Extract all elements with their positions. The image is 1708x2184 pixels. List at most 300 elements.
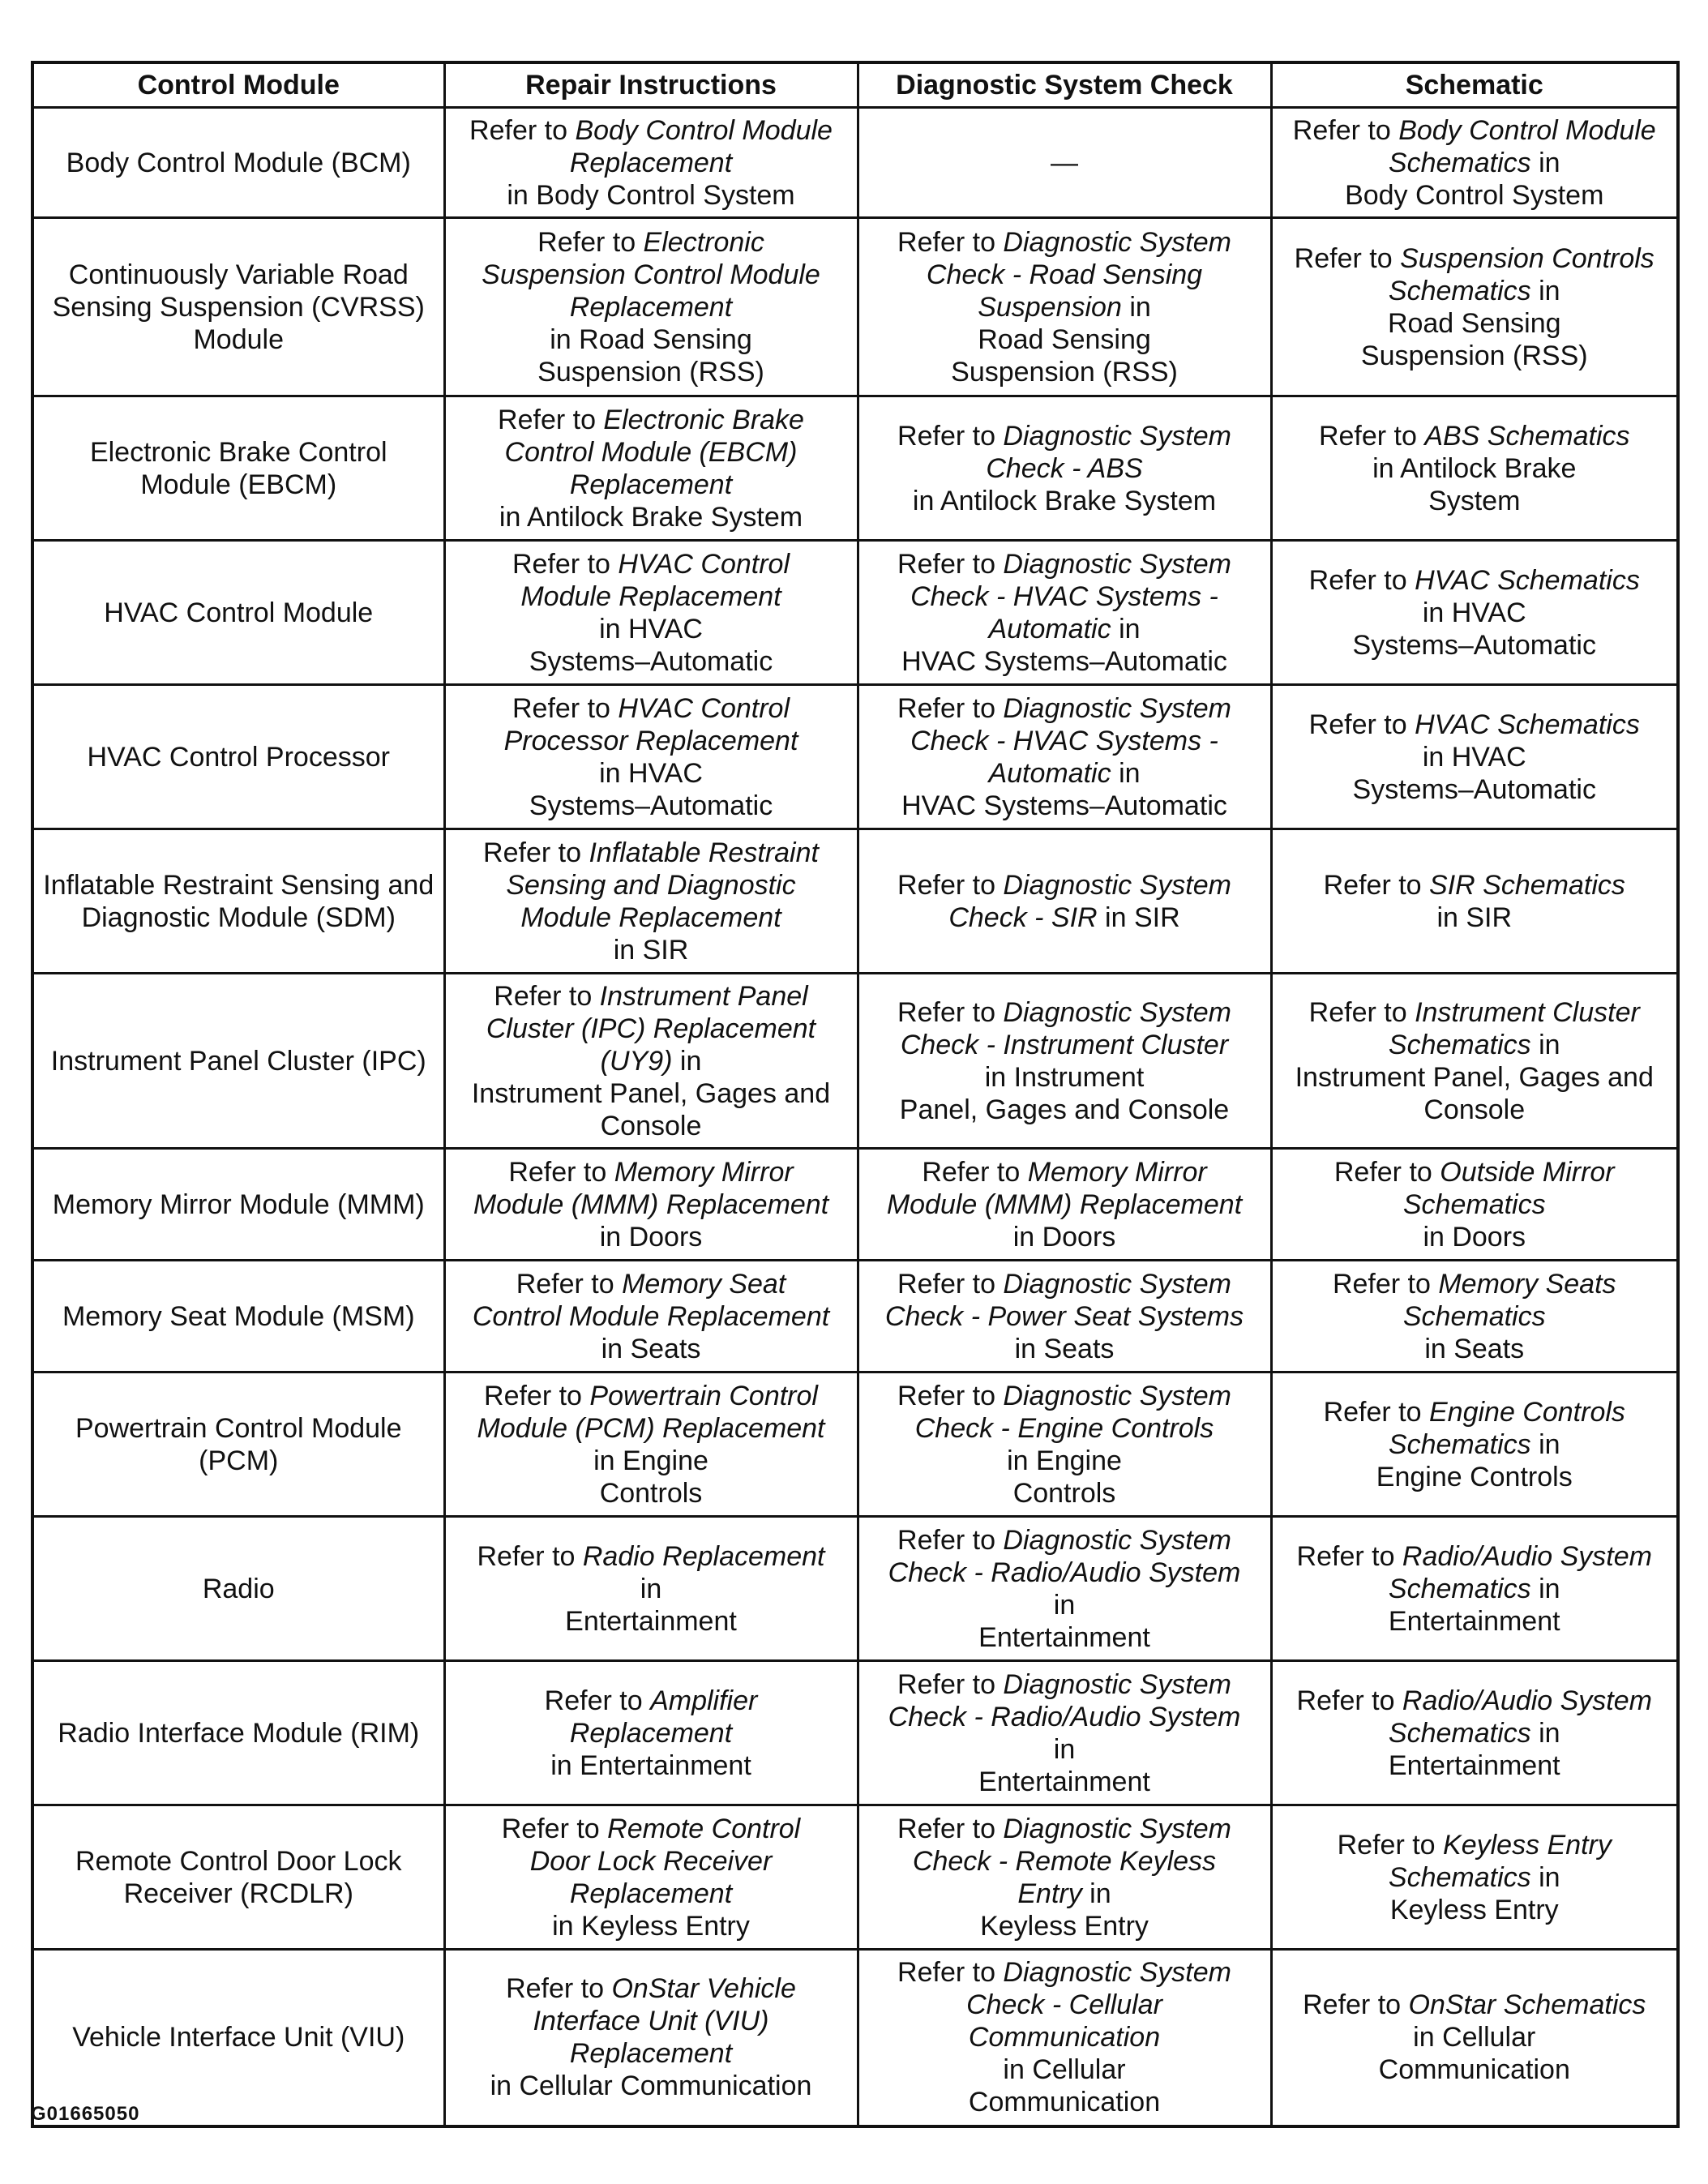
- cell-line: [454, 548, 849, 580]
- cell-line: [867, 1524, 1262, 1557]
- cell-repair: [444, 218, 858, 396]
- table-row: [32, 541, 1678, 685]
- cell-line: [454, 1685, 849, 1717]
- cell-line: [867, 1910, 1262, 1942]
- cell-line: [454, 147, 849, 179]
- cell-line: [867, 485, 1262, 517]
- table-row: [32, 1261, 1678, 1372]
- reference-title: Body Control Module: [1398, 114, 1656, 146]
- cell-text: Refer to: [1296, 1540, 1402, 1572]
- cell-line: [454, 725, 849, 757]
- cell-line: [1281, 1428, 1669, 1461]
- reference-title: Inflatable Restraint: [589, 837, 819, 868]
- cell-line: [1281, 1861, 1669, 1894]
- cell-line: [454, 1540, 849, 1573]
- cell-text: Refer to: [897, 996, 1004, 1028]
- reference-title: Replacement: [569, 291, 733, 323]
- cell-repair: [444, 108, 858, 218]
- cell-line: [867, 226, 1262, 259]
- cell-text: in Cellular Communication: [490, 2071, 812, 2102]
- cell-text: Refer to: [1318, 420, 1425, 452]
- cell-schematic: [1271, 1805, 1678, 1950]
- cell-line: [454, 980, 849, 1013]
- figure-id: G01665050: [31, 2103, 140, 2125]
- reference-title: Sensing and Diagnostic: [506, 869, 796, 901]
- reference-title: Check - Cellular: [966, 1989, 1162, 2021]
- cell-line: [1281, 901, 1669, 934]
- cell-repair: [444, 974, 858, 1149]
- cell-text: in Doors: [1423, 1221, 1526, 1253]
- cell-diagnostic: [858, 1805, 1271, 1950]
- cell-text: Refer to: [1323, 869, 1430, 901]
- cell-line: [1281, 869, 1669, 901]
- reference-title: Diagnostic System: [1003, 226, 1231, 258]
- cell-repair: [444, 1261, 858, 1372]
- cell-text: Systems–Automatic: [1352, 629, 1596, 661]
- reference-title: Control Module (EBCM): [504, 436, 798, 468]
- cell-line: [454, 1333, 849, 1365]
- cell-line: [1281, 307, 1669, 340]
- reference-title: Check - SIR: [948, 901, 1098, 933]
- cell-line: [1281, 1461, 1669, 1493]
- cell-line: [1281, 564, 1669, 597]
- cell-line: [454, 114, 849, 147]
- cell-line: [1281, 452, 1669, 485]
- cell-line: [1281, 2021, 1669, 2053]
- cell-line: [867, 996, 1262, 1029]
- cell-schematic: [1271, 1372, 1678, 1517]
- cell-control-module: Memory Seat Module (MSM): [32, 1261, 444, 1372]
- cell-text: in Antilock Brake System: [912, 485, 1217, 516]
- table-row: [32, 1805, 1678, 1950]
- table-header-row: [32, 62, 1678, 108]
- cell-control-module: Radio: [32, 1517, 444, 1661]
- table-row: [32, 218, 1678, 396]
- cell-text: in Antilock Brake System: [499, 501, 803, 533]
- cell-line: [867, 291, 1262, 323]
- cell-line: [454, 323, 849, 356]
- cell-text: Refer to: [516, 1268, 623, 1300]
- cell-repair: [444, 1950, 858, 2126]
- table-row: [32, 974, 1678, 1149]
- cell-line: [867, 1766, 1262, 1798]
- cell-text: Instrument Panel, Gages and: [1295, 1061, 1654, 1093]
- reference-title: Check - ABS: [986, 452, 1143, 484]
- reference-title: Door Lock Receiver: [529, 1845, 773, 1877]
- cell-schematic: [1271, 1261, 1678, 1372]
- cell-line: [454, 1845, 849, 1878]
- cell-line: [1281, 1749, 1669, 1782]
- cell-line: [867, 1477, 1262, 1510]
- cell-text: —: [1051, 147, 1078, 178]
- cell-line: [867, 1094, 1262, 1126]
- cell-diagnostic: [858, 1372, 1271, 1517]
- cell-line: [454, 613, 849, 645]
- cell-line: [1281, 2053, 1669, 2086]
- cell-line: [1281, 242, 1669, 275]
- cell-control-module: Vehicle Interface Unit (VIU): [32, 1950, 444, 2126]
- cell-line: [1281, 1061, 1669, 1094]
- cell-schematic: [1271, 829, 1678, 974]
- cell-line: [867, 356, 1262, 388]
- cell-text: Refer to: [897, 226, 1004, 258]
- cell-schematic: [1271, 218, 1678, 396]
- cell-text: Console: [600, 1110, 702, 1141]
- table-row: [32, 685, 1678, 829]
- cell-text: in: [1530, 147, 1560, 178]
- cell-text: Refer to: [1303, 1989, 1409, 2021]
- cell-text: in Instrument: [984, 1061, 1145, 1093]
- cell-text: Refer to: [897, 548, 1004, 580]
- cell-text: in SIR: [1097, 901, 1180, 933]
- reference-title: Diagnostic System: [1003, 1957, 1231, 1989]
- reference-title: Schematics: [1388, 147, 1531, 178]
- cell-line: [454, 1045, 849, 1077]
- cell-line: [867, 2086, 1262, 2118]
- cell-control-module: Powertrain Control Module (PCM): [32, 1372, 444, 1517]
- cell-line: [867, 1221, 1262, 1253]
- reference-title: Schematics: [1402, 1300, 1546, 1332]
- cell-diagnostic: [858, 108, 1271, 218]
- cell-text: in SIR: [613, 934, 689, 966]
- reference-title: Schematics: [1388, 1029, 1531, 1060]
- cell-diagnostic: [858, 685, 1271, 829]
- cell-text: Refer to: [1337, 1829, 1444, 1861]
- cell-line: [867, 790, 1262, 822]
- cell-line: [454, 1300, 849, 1333]
- reference-title: Diagnostic System: [1003, 1813, 1231, 1844]
- cell-line: [1281, 996, 1669, 1029]
- cell-text: in Engine: [1007, 1445, 1122, 1476]
- reference-title: Diagnostic System: [1003, 420, 1231, 452]
- reference-title: Electronic: [643, 226, 764, 258]
- cell-text: Refer to: [484, 1380, 590, 1411]
- cell-text: Refer to: [544, 1685, 651, 1716]
- cell-control-module: Memory Mirror Module (MMM): [32, 1149, 444, 1261]
- reference-title: Replacement: [569, 2038, 733, 2070]
- cell-line: [1281, 1989, 1669, 2021]
- cell-line: [867, 1813, 1262, 1845]
- reference-title: Suspension Controls: [1400, 242, 1654, 274]
- header-schematic: Schematic: [1271, 62, 1678, 108]
- cell-line: [454, 469, 849, 501]
- reference-title: Automatic: [988, 757, 1111, 789]
- cell-text: Keyless Entry: [1389, 1894, 1559, 1925]
- cell-repair: [444, 1517, 858, 1661]
- cell-line: [454, 291, 849, 323]
- reference-title: Suspension: [978, 291, 1122, 323]
- reference-title: Memory Mirror: [614, 1156, 794, 1188]
- cell-line: [454, 580, 849, 613]
- cell-text: in: [1530, 1717, 1560, 1749]
- cell-text: in: [1530, 1861, 1560, 1893]
- cell-control-module: Remote Control Door Lock Receiver (RCDLR): [32, 1805, 444, 1950]
- cell-line: [1281, 1396, 1669, 1428]
- reference-title: Radio/Audio System: [1402, 1540, 1652, 1572]
- reference-title: HVAC Control: [618, 548, 790, 580]
- cell-text: Refer to: [1333, 1156, 1440, 1188]
- cell-schematic: [1271, 1661, 1678, 1805]
- cell-text: HVAC Systems–Automatic: [901, 645, 1227, 677]
- reference-title: Control Module Replacement: [472, 1300, 830, 1332]
- reference-title: Check - Road Sensing: [926, 259, 1203, 290]
- cell-text: Refer to: [1323, 1396, 1429, 1428]
- cell-text: in HVAC: [599, 613, 703, 644]
- cell-line: [867, 1733, 1262, 1766]
- cell-text: Entertainment: [978, 1621, 1150, 1653]
- reference-title: Diagnostic System: [1003, 996, 1231, 1028]
- cell-text: Systems–Automatic: [1352, 773, 1596, 805]
- cell-text: Refer to: [1308, 709, 1415, 740]
- cell-line: [867, 1268, 1262, 1300]
- reference-title: Replacement: [569, 1717, 733, 1749]
- cell-text: Refer to: [897, 1380, 1004, 1411]
- cell-line: [454, 1110, 849, 1142]
- cell-text: in: [1530, 1428, 1560, 1460]
- cell-line: [1281, 179, 1669, 212]
- header-repair-instructions: Repair Instructions: [444, 62, 858, 108]
- cell-text: in HVAC: [1422, 597, 1526, 628]
- cell-text: in: [1530, 1573, 1560, 1604]
- reference-title: Module Replacement: [520, 580, 781, 612]
- cell-line: [1281, 1029, 1669, 1061]
- cell-line: [1281, 1540, 1669, 1573]
- cell-line: [867, 1061, 1262, 1094]
- reference-title: Diagnostic System: [1003, 1268, 1231, 1300]
- cell-text: in: [1111, 757, 1141, 789]
- cell-control-module: Electronic Brake Control Module (EBCM): [32, 396, 444, 541]
- cell-text: Body Control System: [1345, 179, 1604, 211]
- cell-line: [454, 837, 849, 869]
- cell-text: Refer to: [897, 1668, 1004, 1700]
- table-row: [32, 396, 1678, 541]
- cell-line: [454, 934, 849, 966]
- cell-line: [1281, 1188, 1669, 1221]
- cell-text: Refer to: [1332, 1268, 1439, 1300]
- cell-schematic: [1271, 1950, 1678, 2126]
- cell-control-module: Body Control Module (BCM): [32, 108, 444, 218]
- table-row: [32, 829, 1678, 974]
- cell-line: [454, 1717, 849, 1749]
- cell-text: Refer to: [922, 1156, 1028, 1188]
- reference-title: Diagnostic System: [1003, 869, 1231, 901]
- cell-line: [867, 869, 1262, 901]
- cell-text: Entertainment: [1388, 1749, 1560, 1781]
- cell-line: [454, 757, 849, 790]
- cell-text: in: [1053, 1733, 1076, 1765]
- reference-title: Diagnostic System: [1003, 1524, 1231, 1556]
- cell-text: System: [1428, 485, 1521, 516]
- cell-text: in Body Control System: [507, 179, 795, 211]
- cell-text: Road Sensing: [978, 323, 1151, 355]
- cell-line: [454, 1412, 849, 1445]
- cell-line: [454, 1477, 849, 1510]
- cell-line: [1281, 485, 1669, 517]
- cell-line: [867, 1333, 1262, 1365]
- cell-text: Controls: [599, 1477, 703, 1509]
- cell-diagnostic: [858, 974, 1271, 1149]
- cell-schematic: [1271, 974, 1678, 1149]
- cell-text: Refer to: [512, 548, 619, 580]
- reference-title: Schematics: [1388, 1428, 1531, 1460]
- cell-schematic: [1271, 1517, 1678, 1661]
- cell-line: [454, 1972, 849, 2005]
- reference-title: Check - Remote Keyless: [912, 1845, 1217, 1877]
- cell-line: [1281, 114, 1669, 147]
- reference-title: Check - HVAC Systems -: [910, 725, 1218, 756]
- cell-line: [454, 259, 849, 291]
- cell-line: [867, 1589, 1262, 1621]
- cell-line: [1281, 773, 1669, 806]
- cell-line: [867, 613, 1262, 645]
- cell-repair: [444, 1661, 858, 1805]
- cell-text: Refer to: [501, 1813, 608, 1844]
- cell-line: [1281, 275, 1669, 307]
- cell-line: [454, 1380, 849, 1412]
- cell-text: Suspension (RSS): [537, 356, 764, 388]
- cell-text: in Antilock Brake: [1372, 452, 1577, 484]
- cell-text: Entertainment: [565, 1605, 737, 1637]
- cell-text: Refer to: [1294, 242, 1401, 274]
- cell-diagnostic: [858, 829, 1271, 974]
- reference-title: Memory Seat: [622, 1268, 786, 1300]
- cell-text: Suspension (RSS): [1360, 340, 1588, 371]
- cell-control-module: Continuously Variable Road Sensing Suspension (CVRSS) Module: [32, 218, 444, 396]
- cell-line: [867, 725, 1262, 757]
- cell-line: [454, 1268, 849, 1300]
- cell-line: [867, 645, 1262, 678]
- cell-line: [867, 548, 1262, 580]
- cell-line: [454, 1573, 849, 1605]
- cell-text: in HVAC: [599, 757, 703, 789]
- cell-text: Refer to: [897, 692, 1004, 724]
- cell-line: [454, 1910, 849, 1942]
- cell-line: [867, 1300, 1262, 1333]
- cell-line: [867, 1188, 1262, 1221]
- cell-line: [867, 1989, 1262, 2021]
- cell-line: [867, 1956, 1262, 1989]
- cell-schematic: [1271, 685, 1678, 829]
- cell-line: [1281, 1573, 1669, 1605]
- cell-line: [1281, 1221, 1669, 1253]
- reference-title: Schematics: [1388, 1861, 1531, 1893]
- cell-text: in: [1081, 1878, 1111, 1909]
- cell-line: [454, 1077, 849, 1110]
- reference-title: Outside Mirror: [1440, 1156, 1615, 1188]
- reference-title: Check - Power Seat Systems: [884, 1300, 1244, 1332]
- reference-title: ABS Schematics: [1424, 420, 1630, 452]
- cell-repair: [444, 1805, 858, 1950]
- cell-line: [867, 1412, 1262, 1445]
- reference-title: OnStar Schematics: [1408, 1989, 1646, 2021]
- cell-text: in: [1121, 291, 1151, 323]
- cell-text: Refer to: [508, 1156, 614, 1188]
- cell-diagnostic: [858, 396, 1271, 541]
- cell-repair: [444, 541, 858, 685]
- reference-title: Processor Replacement: [503, 725, 798, 756]
- reference-title: Module (MMM) Replacement: [473, 1188, 829, 1220]
- cell-line: [867, 1156, 1262, 1188]
- cell-text: Refer to: [897, 1957, 1004, 1989]
- cell-text: in: [1053, 1589, 1076, 1621]
- cell-line: [454, 692, 849, 725]
- cell-text: in Doors: [599, 1221, 703, 1253]
- reference-title: Schematics: [1388, 1717, 1531, 1749]
- cell-text: in Cellular: [1413, 2022, 1536, 2053]
- cell-line: [454, 2070, 849, 2102]
- cell-text: Refer to: [1296, 1685, 1402, 1716]
- reference-title: Communication: [968, 2022, 1161, 2053]
- cell-text: Refer to: [897, 420, 1004, 452]
- cell-text: in Keyless Entry: [552, 1910, 750, 1942]
- cell-control-module: Instrument Panel Cluster (IPC): [32, 974, 444, 1149]
- cell-text: in: [672, 1045, 702, 1077]
- cell-diagnostic: [858, 1149, 1271, 1261]
- reference-title: Keyless Entry: [1443, 1829, 1612, 1861]
- reference-title: SIR Schematics: [1429, 869, 1625, 901]
- cell-line: [454, 1013, 849, 1045]
- cell-text: Refer to: [1308, 996, 1415, 1028]
- cell-text: Keyless Entry: [980, 1910, 1149, 1942]
- cell-control-module: HVAC Control Processor: [32, 685, 444, 829]
- cell-text: Entertainment: [978, 1766, 1150, 1797]
- reference-title: Instrument Cluster: [1415, 996, 1640, 1028]
- reference-title: Diagnostic System: [1003, 692, 1231, 724]
- reference-title: Memory Mirror: [1027, 1156, 1207, 1188]
- cell-line: [1281, 1717, 1669, 1749]
- cell-line: [1281, 1829, 1669, 1861]
- control-module-table: [31, 61, 1680, 2128]
- cell-text: Systems–Automatic: [529, 790, 773, 821]
- reference-title: Module (PCM) Replacement: [477, 1412, 825, 1444]
- cell-repair: [444, 1149, 858, 1261]
- cell-line: [1281, 340, 1669, 372]
- cell-text: Refer to: [537, 226, 644, 258]
- cell-line: [867, 147, 1262, 179]
- cell-repair: [444, 685, 858, 829]
- cell-repair: [444, 396, 858, 541]
- cell-line: [867, 692, 1262, 725]
- table-row: [32, 1950, 1678, 2126]
- reference-title: Diagnostic System: [1003, 1668, 1231, 1700]
- cell-schematic: [1271, 396, 1678, 541]
- reference-title: Body Control Module: [575, 114, 833, 146]
- cell-text: in Doors: [1012, 1221, 1116, 1253]
- cell-line: [867, 1380, 1262, 1412]
- reference-title: Electronic Brake: [603, 404, 804, 435]
- cell-line: [454, 436, 849, 469]
- cell-text: in HVAC: [1422, 741, 1526, 773]
- reference-title: Check - Radio/Audio System: [888, 1701, 1241, 1732]
- cell-control-module: HVAC Control Module: [32, 541, 444, 685]
- cell-line: [867, 1029, 1262, 1061]
- cell-line: [454, 1156, 849, 1188]
- cell-line: [1281, 1156, 1669, 1188]
- reference-title: Engine Controls: [1428, 1396, 1625, 1428]
- cell-line: [867, 323, 1262, 356]
- reference-title: Module Replacement: [520, 901, 781, 933]
- cell-text: in Road Sensing: [550, 323, 752, 355]
- reference-title: Amplifier: [650, 1685, 758, 1716]
- reference-title: Automatic: [988, 613, 1111, 644]
- reference-title: HVAC Schematics: [1415, 709, 1640, 740]
- cell-repair: [444, 829, 858, 974]
- cell-line: [1281, 741, 1669, 773]
- reference-title: Radio Replacement: [582, 1540, 825, 1572]
- cell-line: [454, 1221, 849, 1253]
- cell-line: [1281, 420, 1669, 452]
- cell-text: Road Sensing: [1387, 307, 1561, 339]
